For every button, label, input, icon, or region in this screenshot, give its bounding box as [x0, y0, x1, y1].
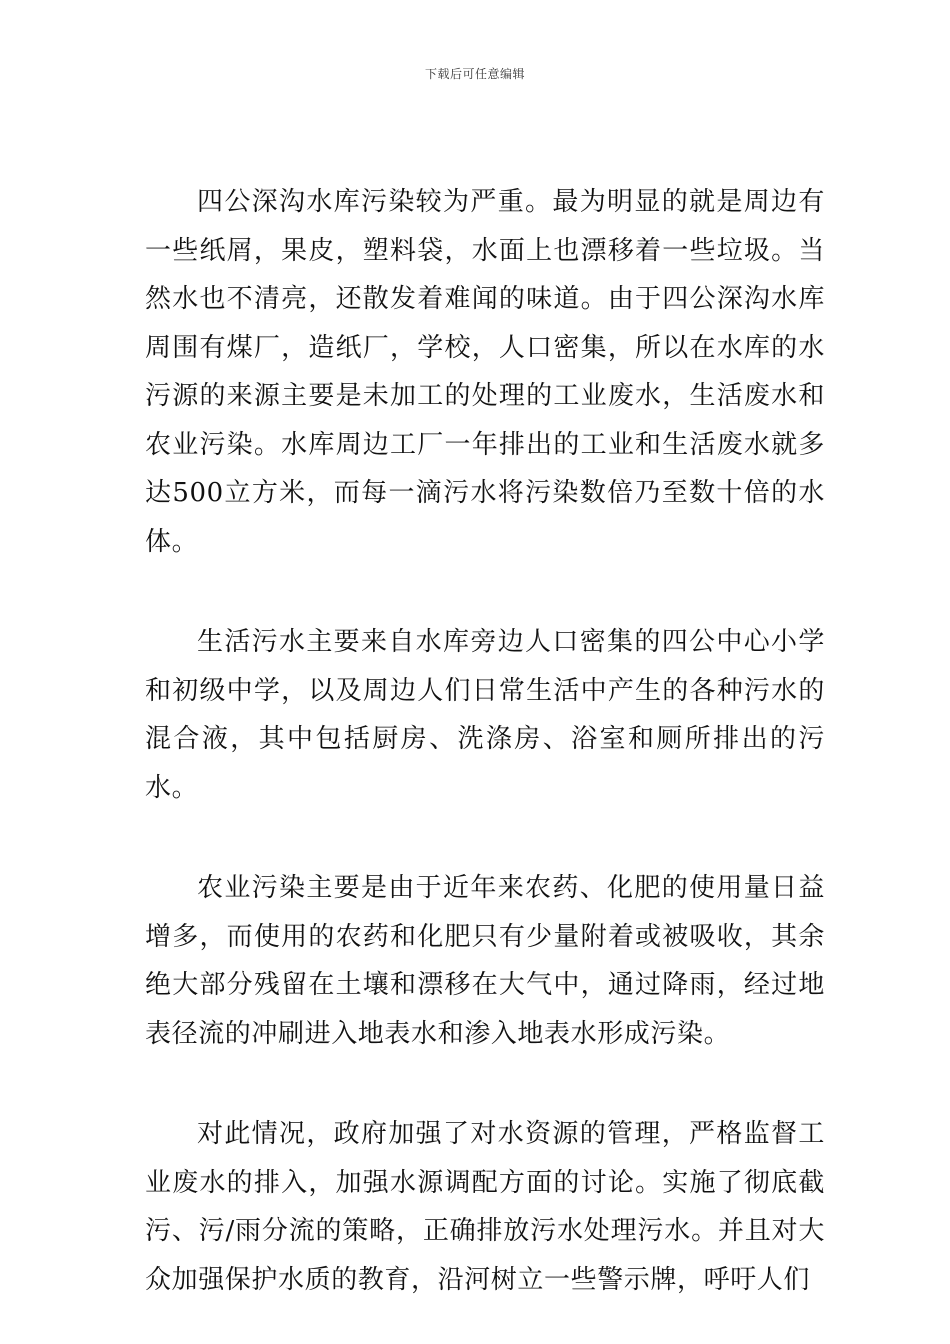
- paragraph-government-measures: 对此情况，政府加强了对水资源的管理，严格监督工业废水的排入，加强水源调配方面的讨论。实施了彻底截污、污/雨分流的策略，正确排放污水处理污水。并且对大众加强保护水质的教育，沿河树立一些警示牌，呼吁人们: [145, 1119, 825, 1295]
- paragraph-agricultural-pollution: 农业污染主要是由于近年来农药、化肥的使用量日益增多，而使用的农药和化肥只有少量附着或被吸收，其余绝大部分残留在土壤和漂移在大气中，通过降雨，经过地表径流的冲刷进入地表水和渗入地表水形成污染。: [145, 873, 825, 1049]
- paragraph-reservoir-pollution: 四公深沟水库污染较为严重。最为明显的就是周边有一些纸屑，果皮，塑料袋，水面上也漂移着一些垃圾。当然水也不清亮，还散发着难闻的味道。由于四公深沟水库周围有煤厂，造纸厂，学校，人口密集，所以在水库的水污源的来源主要是未加工的处理的工业废水，生活废水和农业污染。水库周边工厂一年排出的工业和生活废水就多达500立方米，而每一滴污水将污染数倍乃至数十倍的水体。: [145, 187, 825, 557]
- header-note: 下载后可任意编辑: [424, 67, 525, 81]
- paragraph-domestic-sewage: 生活污水主要来自水库旁边人口密集的四公中心小学和初级中学，以及周边人们日常生活中产生的各种污水的混合液，其中包括厨房、洗涤房、浴室和厕所排出的污水。: [145, 627, 825, 803]
- document-body: [145, 178, 825, 1304]
